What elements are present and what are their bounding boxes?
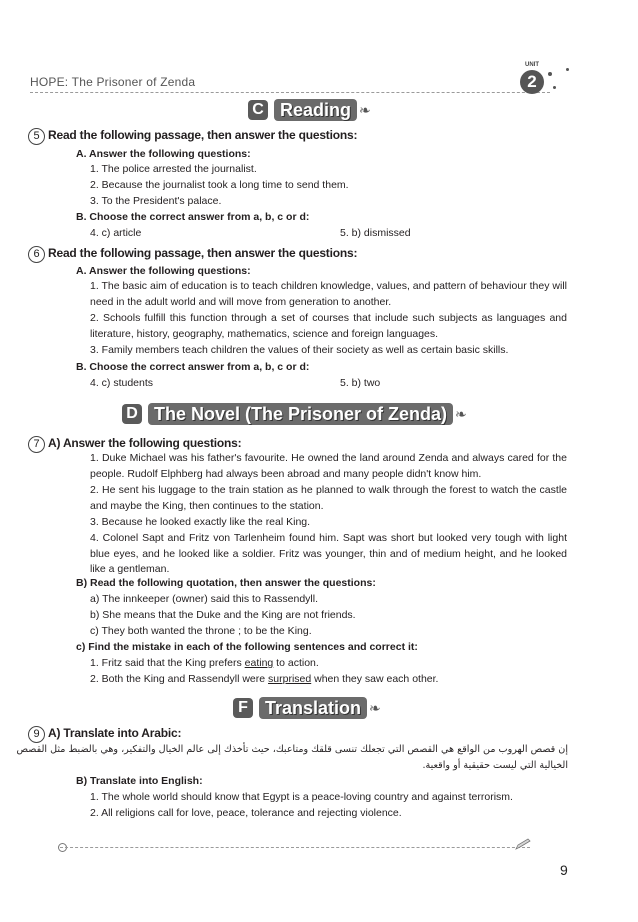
q9-arabic-line-2: الخيالية التي ليست حقيقية أو واقعية. (422, 760, 568, 771)
q7-quote-answer-a: a) The innkeeper (owner) said this to Rassendyll. (90, 593, 319, 605)
header-divider (30, 92, 550, 93)
q7-correction-1-word: eating (244, 657, 274, 669)
q9-english-1: 1. The whole world should know that Egypt is a peace-loving country and against terrorism. (90, 791, 513, 803)
decor-dot (553, 86, 556, 89)
q7-quote-answer-c: c) They both wanted the throne ; to be the King. (90, 625, 312, 637)
q6-answer-3: 3. Family members teach children the values of their society as well as certain basic skills. (90, 344, 509, 356)
q9-arabic-line-1: إن قصص الهروب من الواقع هي القصص التي تجعلك تنسى قلقك ومتاعبك، حيث تأخذك إلى عالم الخيال والتفكير، وهي بالضبط مثل القصص (16, 744, 568, 755)
q5-answer-1: 1. The police arrested the journalist. (90, 163, 257, 175)
q7-answer-4: 4. Colonel Sapt and Fritz von Tarlenheim found him. Sapt was short but looked very tough with light blue eyes, and he looked like a soldier. Fritz was younger, thin and of medium height, and he looked like a gentleman. (90, 532, 567, 575)
q7-answer-3: 3. Because he looked exactly like the real King. (90, 516, 311, 528)
section-f-header (233, 696, 381, 720)
question-number-5: 5 (28, 128, 45, 145)
q7-part-b-title: B) Read the following quotation, then answer the questions: (76, 577, 376, 589)
q7-correction-2-word: surprised (268, 673, 312, 685)
q7-answer-1: 1. Duke Michael was his father's favourite. He owned the land around Zenda and always cared for the people. Rudolf Elphberg had always been abroad and many people didn't know him. (90, 452, 567, 480)
decor-dot (566, 68, 569, 71)
q7-title: A) Answer the following questions: (48, 436, 242, 450)
q7-answer-2: 2. He sent his luggage to the train station as he planned to walk through the forest to watch the castle and maybe the King, then continues to the station. (90, 484, 567, 512)
section-c-header (248, 98, 371, 122)
decor-dot (548, 72, 552, 76)
q5-choice-4: 4. c) article (90, 227, 142, 239)
q6-choice-5: 5. b) two (340, 377, 381, 389)
q6-part-a-title: A. Answer the following questions: (76, 265, 251, 277)
q7-correction-2 (90, 672, 567, 688)
unit-label: UNIT (525, 62, 539, 68)
q7-quote-answer-b: b) She means that the Duke and the King are not friends. (90, 609, 356, 621)
q5-title: Read the following passage, then answer the questions: (48, 128, 358, 142)
splash-icon: ❧ (359, 101, 371, 118)
section-f-title: Translation (259, 697, 367, 719)
question-number-9: 9 (28, 726, 45, 743)
splash-icon: ❧ (369, 699, 381, 716)
q7-part-c-title: c) Find the mistake in each of the following sentences and correct it: (76, 641, 418, 653)
page-number: 9 (560, 862, 568, 878)
q9-title: A) Translate into Arabic: (48, 726, 182, 740)
footer-divider (60, 847, 530, 848)
q7-correction-1 (90, 656, 567, 672)
q5-answer-3: 3. To the President's palace. (90, 195, 222, 207)
q7-correction-1-post: to action. (273, 657, 319, 669)
q5-choice-5: 5. b) dismissed (340, 227, 411, 239)
section-d-header (122, 402, 467, 426)
pencil-icon (515, 838, 531, 850)
q7-correction-2-pre: 2. Both the King and Rassendyll were (90, 673, 269, 685)
q6-answer-2: 2. Schools fulfill this function through a set of courses that include such subjects as languages and literature, history, geography, mathematics, science and foreign languages. (90, 312, 567, 340)
section-d-title: The Novel (The Prisoner of Zenda) (148, 403, 453, 425)
q6-answer-1: 1. The basic aim of education is to teach children knowledge, values, and pattern of behaviour they will need in the adult world and will move from generation to another. (90, 280, 567, 308)
section-c-title: Reading (274, 99, 357, 121)
q5-part-a-title: A. Answer the following questions: (76, 148, 251, 160)
q5-answer-2: 2. Because the journalist took a long time to send them. (90, 179, 349, 191)
unit-number-badge: 2 (520, 70, 544, 94)
q9-english-2: 2. All religions call for love, peace, tolerance and rejecting violence. (90, 807, 402, 819)
q6-part-b-title: B. Choose the correct answer from a, b, c or d: (76, 361, 310, 373)
q6-choice-4: 4. c) students (90, 377, 154, 389)
question-number-6: 6 (28, 246, 45, 263)
splash-icon: ❧ (455, 405, 467, 422)
q5-part-b-title: B. Choose the correct answer from a, b, c or d: (76, 211, 310, 223)
q7-correction-2-post: when they saw each other. (311, 673, 439, 685)
q9-part-b-title: B) Translate into English: (76, 775, 203, 787)
section-d-letter: D (122, 404, 142, 424)
section-f-letter: F (233, 698, 253, 718)
q6-title: Read the following passage, then answer the questions: (48, 246, 358, 260)
running-header-title: HOPE: The Prisoner of Zenda (30, 75, 196, 89)
q7-correction-1-pre: 1. Fritz said that the King prefers (90, 657, 245, 669)
question-number-7: 7 (28, 436, 45, 453)
section-c-letter: C (248, 100, 268, 120)
